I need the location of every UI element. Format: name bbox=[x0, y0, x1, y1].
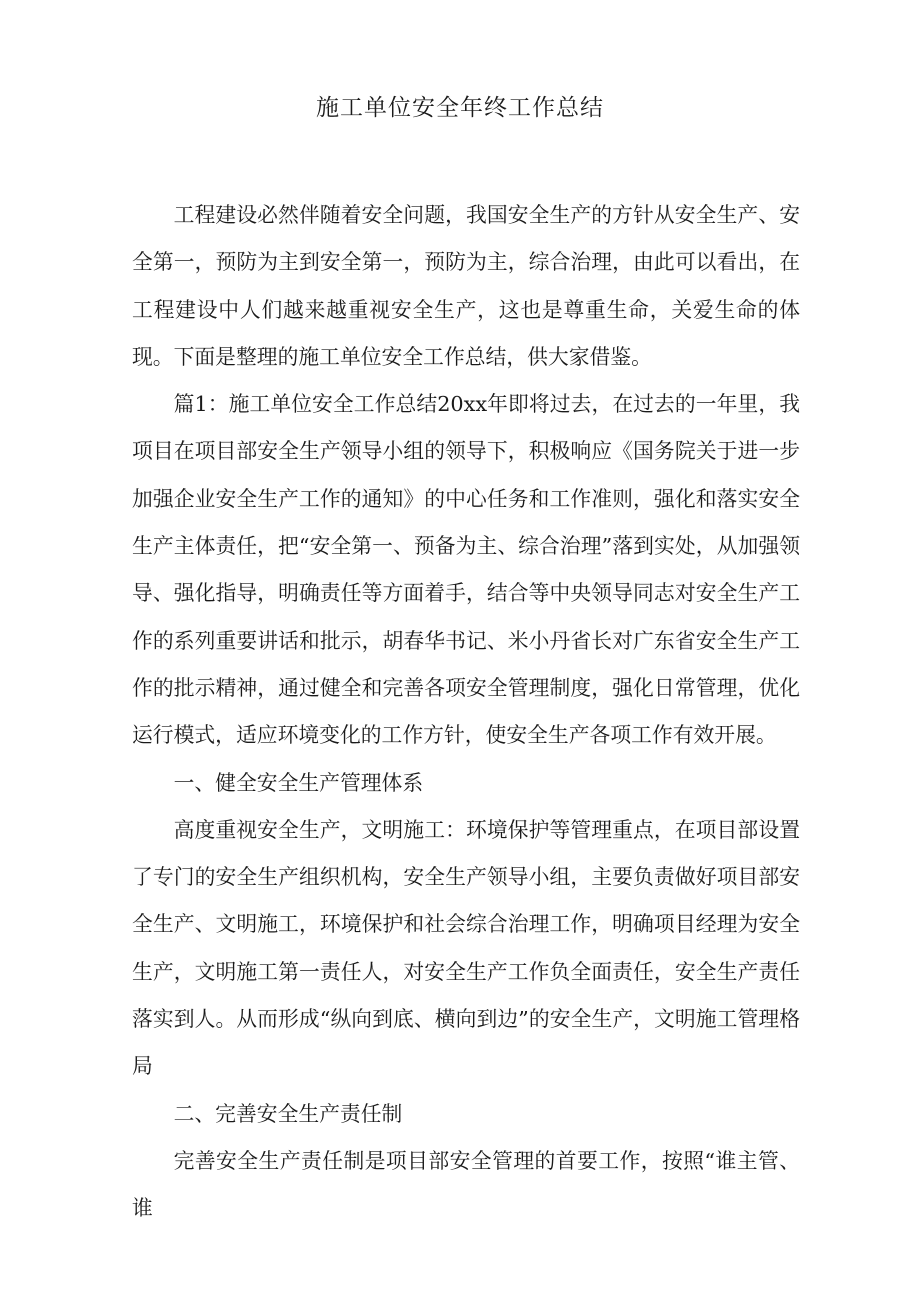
document-title: 施工单位安全年终工作总结 bbox=[316, 95, 604, 121]
paragraph-intro: 工程建设必然伴随着安全问题，我国安全生产的方针从安全生产、安全第一，预防为主到安全第一，预防为主，综合治理，由此可以看出，在工程建设中人们越来越重视安全生产，这也是尊重生命，关爱生命的体现。下面是整理的施工单位安全工作总结，供大家借鉴。 bbox=[132, 203, 800, 369]
section-heading-2: 二、完善安全生产责任制 bbox=[173, 1101, 403, 1126]
paragraph-section-1: 高度重视安全生产，文明施工：环境保护等管理重点，在项目部设置了专门的安全生产组织机构，安全生产领导小组，主要负责做好项目部安全生产、文明施工，环境保护和社会综合治理工作，明确项目经理为安全生产，文明施工第一责任人，对安全生产工作负全面责任，安全生产责任落实到人。从而形成“纵向到底、横向到边”的安全生产，文明施工管理格局 bbox=[132, 817, 800, 1079]
paragraph-section-2: 完善安全生产责任制是项目部安全管理的首要工作，按照“谁主管、谁 bbox=[132, 1148, 800, 1221]
section-heading-1: 一、健全安全生产管理体系 bbox=[173, 770, 424, 795]
paragraph-article-1: 篇1：施工单位安全工作总结20xx年即将过去，在过去的一年里，我项目在项目部安全生产领导小组的领导下，积极响应《国务院关于进一步加强企业安全生产工作的通知》的中心任务和工作准则，强化和落实安全生产主体责任，把“安全第一、预备为主、综合治理”落到实处，从加强领导、强化指导，明确责任等方面着手，结合等中央领导同志对安全生产工作的系列重要讲话和批示，胡春华书记、米小丹省长对广东省安全生产工作的批示精神，通过健全和完善各项安全管理制度，强化日常管理，优化运行模式，适应环境变化的工作方针，使安全生产各项工作有效开展。 bbox=[132, 392, 800, 748]
document-body bbox=[132, 192, 800, 1233]
